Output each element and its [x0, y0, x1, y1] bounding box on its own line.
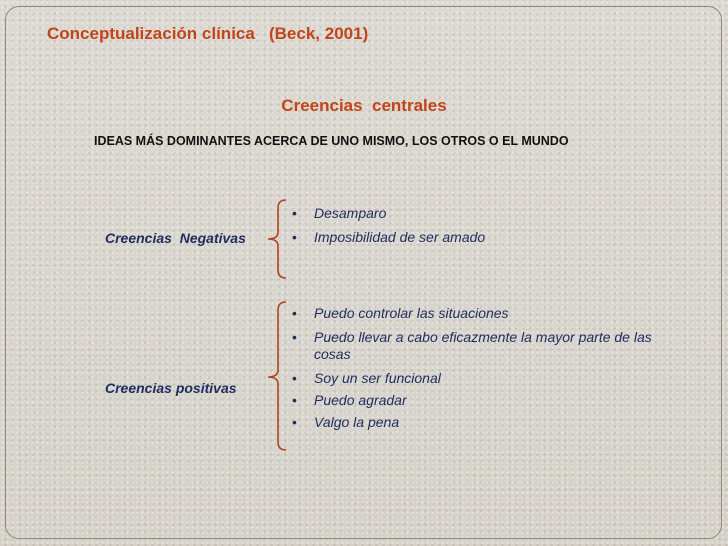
- list-item: [292, 229, 654, 246]
- bullet-icon: •: [292, 414, 297, 430]
- list-item: [292, 370, 654, 387]
- list-item-text: Puedo controlar las situaciones: [314, 305, 509, 321]
- list-item: [292, 329, 654, 363]
- list-item-text: Puedo llevar a cabo eficazmente la mayor parte de las cosas: [314, 329, 652, 362]
- positivas-list: [292, 305, 654, 436]
- list-item: [292, 414, 654, 431]
- list-item-text: Desamparo: [314, 205, 387, 221]
- list-item-text: Imposibilidad de ser amado: [314, 229, 486, 245]
- ideas-heading: IDEAS MÁS DOMINANTES ACERCA DE UNO MISMO, LOS OTROS O EL MUNDO: [94, 134, 569, 148]
- bullet-icon: •: [292, 370, 297, 386]
- slide-frame: [5, 6, 722, 539]
- list-item-text: Puedo agradar: [314, 392, 407, 408]
- list-item-text: Soy un ser funcional: [314, 370, 441, 386]
- positivas-label: Creencias positivas: [105, 380, 237, 396]
- bullet-icon: •: [292, 305, 297, 321]
- negativas-bracket: [262, 198, 288, 280]
- slide-title: Conceptualización clínica (Beck, 2001): [47, 24, 369, 43]
- negativas-list: [292, 205, 654, 253]
- bullet-icon: •: [292, 329, 297, 345]
- bullet-icon: •: [292, 229, 297, 245]
- list-item: [292, 392, 654, 409]
- positivas-bracket: [262, 300, 288, 452]
- list-item: [292, 205, 654, 222]
- list-item: [292, 305, 654, 322]
- bullet-icon: •: [292, 205, 297, 221]
- bullet-icon: •: [292, 392, 297, 408]
- negativas-label: Creencias Negativas: [105, 230, 246, 246]
- slide-subtitle: Creencias centrales: [281, 96, 447, 115]
- list-item-text: Valgo la pena: [314, 414, 400, 430]
